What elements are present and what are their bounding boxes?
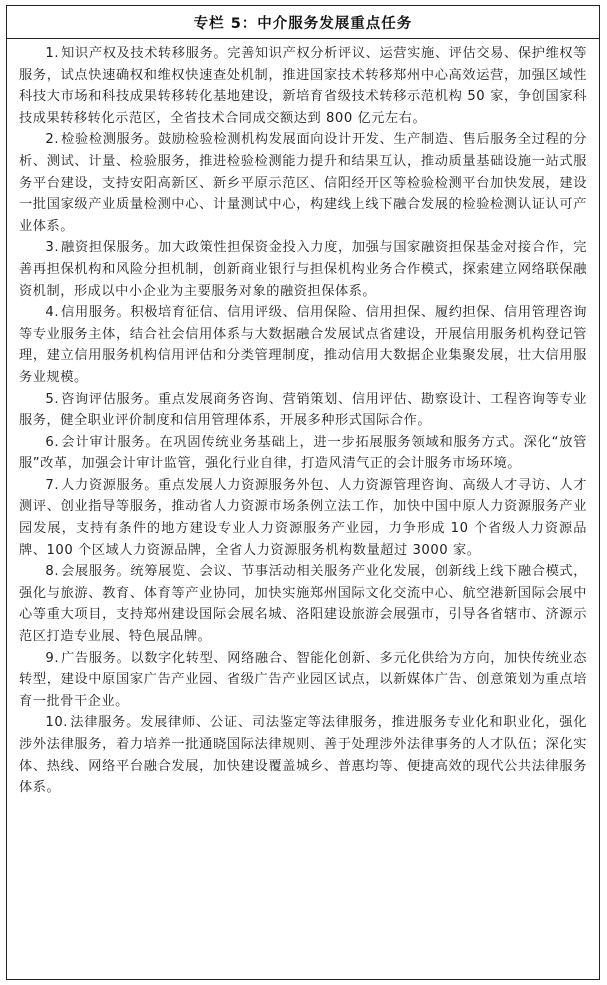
task-number: 3. [45, 240, 60, 256]
task-item-6 [19, 432, 587, 475]
task-number: 10. [45, 715, 69, 731]
task-number: 1. [45, 46, 60, 61]
task-item-4 [19, 302, 587, 388]
task-text: 信用服务。积极培育征信、信用评级、信用保险、信用担保、履约担保、信用管理咨询等专业服务主体，结合社会信用体系与大数据融合发展试点省建设，开展信用服务机构登记管理，建立信用服务机构信用评估和分类管理制度，推动信用大数据企业集聚发展，壮大信用服务业规模。 [19, 305, 587, 385]
task-number: 7. [45, 477, 60, 493]
task-item-3 [19, 237, 587, 302]
column-content [7, 39, 599, 799]
task-text: 人力资源服务。重点发展人力资源服务外包、人力资源管理咨询、高级人才寻访、人才测评、创业指导等服务，推动省人力资源市场条例立法工作，加快中国中原人力资源服务产业园发展，支持有条件的地方建设专业人力资源服务产业园，力争形成 10 个省级人力资源品牌、100 个区域人力资源品牌，全省人力资源服务机构数量超过 3000 家。 [19, 477, 587, 558]
task-number: 5. [45, 391, 60, 407]
column-box [6, 5, 600, 980]
task-number: 8. [45, 564, 60, 580]
task-item-1 [19, 43, 587, 129]
task-text: 检验检测服务。鼓励检验检测机构发展面向设计开发、生产制造、售后服务全过程的分析、测试、计量、检验服务，推进检验检测能力提升和结果互认，推动质量基础设施一站式服务平台建设，支持安阳高新区、新乡平原示范区、信阳经开区等检验检测平台加快发展，建设一批国家级产业质量检测中心、计量测试中心，构建线上线下融合发展的检验检测认证认可产业体系。 [19, 132, 587, 234]
task-item-5 [19, 389, 587, 432]
task-text: 知识产权及技术转移服务。完善知识产权分析评议、运营实施、评估交易、保护维权等服务，试点快速确权和维权快速查处机制，推进国家技术转移郑州中心高效运营，加强区域性科技大市场和科技成果转移转化基地建设，新培育省级技术转移示范机构 50 家，争创国家科技成果转移转化示范区，全省技术合同成交额达到 800 亿元左右。 [19, 46, 587, 126]
task-text: 会展服务。统筹展览、会议、节事活动相关服务产业化发展，创新线上线下融合模式，强化与旅游、教育、体育等产业协同，加快实施郑州国际文化交流中心、航空港新国际会展中心等重大项目，支持郑州建设国际会展名城、洛阳建设旅游会展强市，引导各省辖市、济源示范区打造专业展、特色展品牌。 [19, 564, 587, 645]
task-text: 会计审计服务。在巩固传统业务基础上，进一步拓展服务领域和服务方式。深化“放管服”改革，加强会计审计监管，强化行业自律，打造风清气正的会计服务市场环境。 [19, 434, 587, 472]
task-text: 法律服务。发展律师、公证、司法鉴定等法律服务，推进服务专业化和职业化，强化涉外法律服务，着力培养一批通晓国际法律规则、善于处理涉外法律事务的人才队伍；深化实体、热线、网络平台融合发展，加快建设覆盖城乡、普惠均等、便捷高效的现代公共法律服务体系。 [19, 715, 587, 796]
task-item-8 [19, 561, 587, 647]
task-text: 融资担保服务。加大政策性担保资金投入力度，加强与国家融资担保基金对接合作，完善再担保机构和风险分担机制，创新商业银行与担保机构业务合作模式，探索建立网络联保融资机制，形成以中小企业为主要服务对象的融资担保体系。 [19, 240, 587, 299]
task-item-10 [19, 712, 587, 798]
task-item-2 [19, 129, 587, 237]
column-title: 专栏 5：中介服务发展重点任务 [7, 6, 599, 39]
task-item-7 [19, 475, 587, 561]
task-item-9 [19, 648, 587, 713]
task-text: 广告服务。以数字化转型、网络融合、智能化创新、多元化供给为方向，加快传统业态转型，建设中原国家广告产业园、省级广告产业园区试点，以新媒体广告、创意策划为重点培育一批骨干企业。 [19, 650, 587, 709]
task-number: 2. [45, 132, 60, 148]
task-number: 4. [45, 305, 60, 321]
task-text: 咨询评估服务。重点发展商务咨询、营销策划、信用评估、勘察设计、工程咨询等专业服务，健全职业评价制度和信用管理体系，开展多种形式国际合作。 [19, 391, 587, 429]
task-number: 6. [45, 434, 60, 450]
task-number: 9. [45, 650, 60, 666]
